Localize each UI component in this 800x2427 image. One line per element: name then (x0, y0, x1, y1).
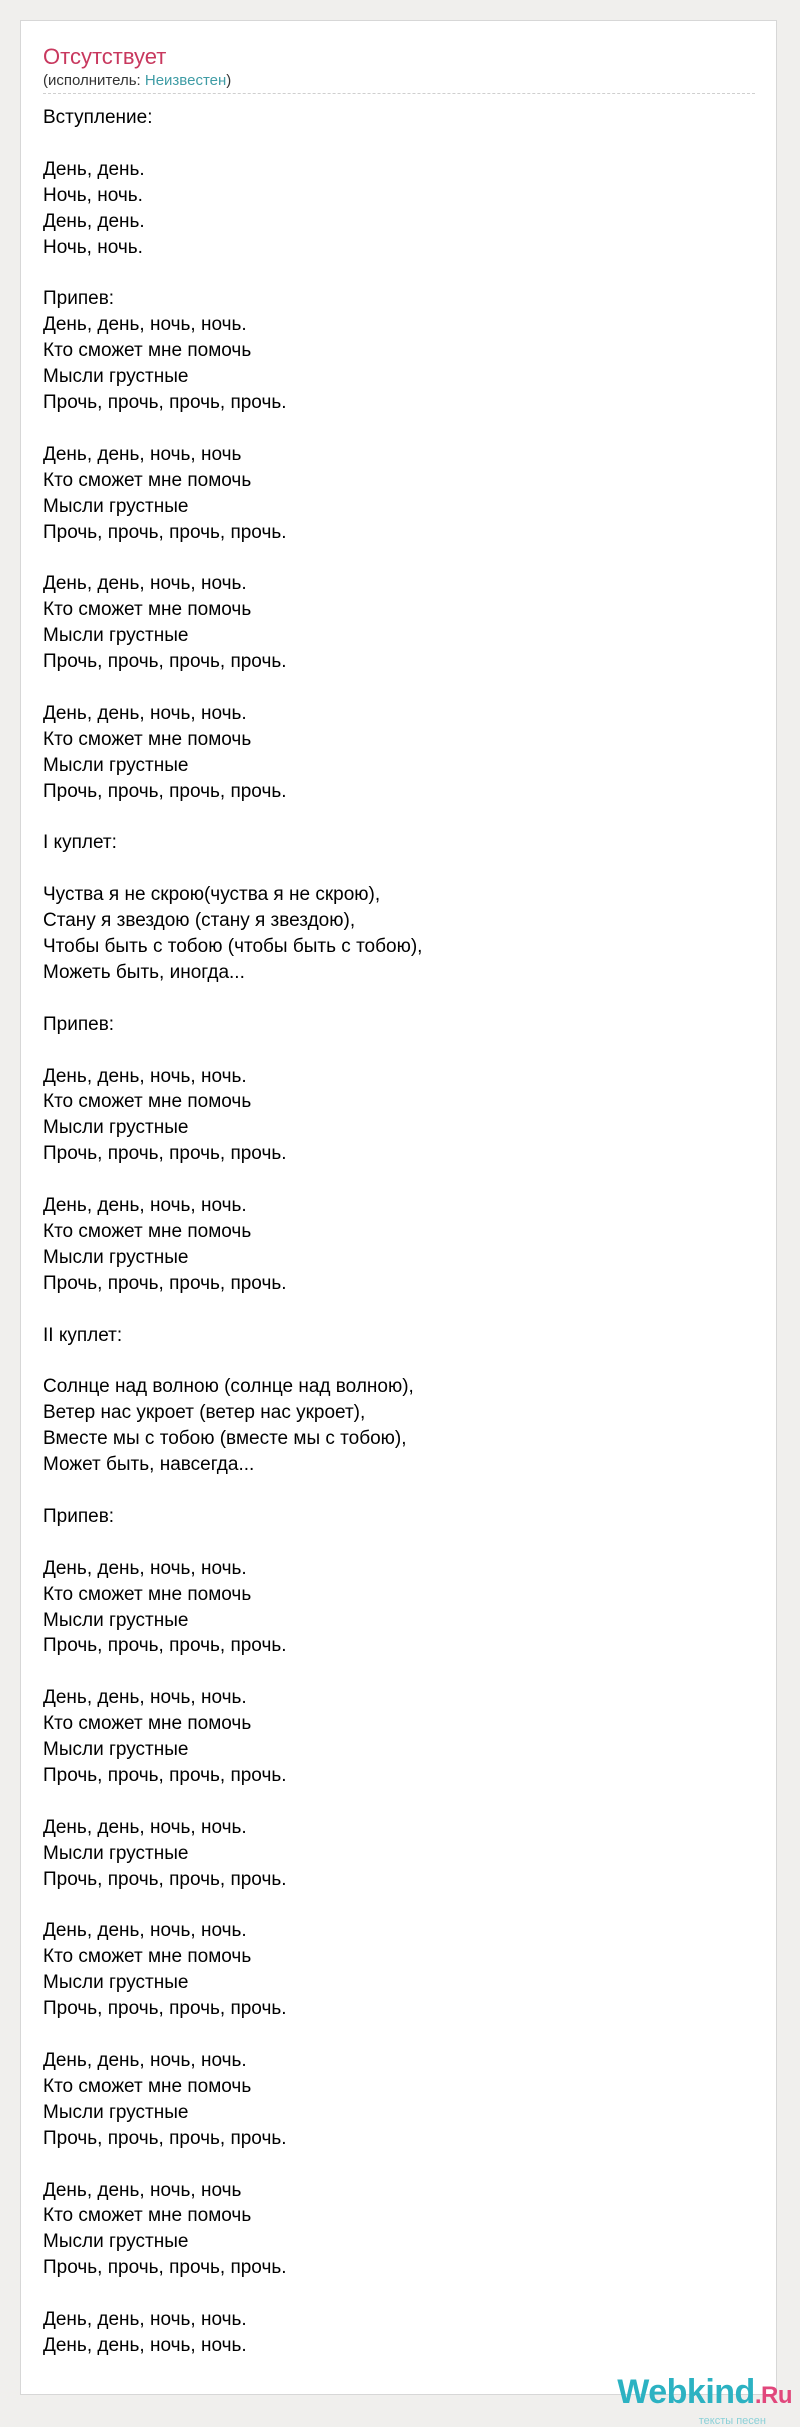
artist-prefix: (исполнитель: (43, 72, 145, 89)
logo-kind: kind (686, 2373, 755, 2411)
logo-wordmark (582, 2373, 792, 2415)
logo-ru: .Ru (754, 2382, 792, 2409)
logo-tagline: тексты песен (698, 2415, 766, 2427)
logo-web: Web (617, 2373, 687, 2411)
title-divider (43, 93, 755, 94)
webkind-logo[interactable] (582, 2373, 792, 2425)
song-title: Отсутствует (43, 44, 167, 69)
artist-suffix: ) (226, 72, 232, 89)
artist-link[interactable]: Неизвестен (144, 72, 227, 89)
lyrics-text: Вступление: День, день. Ночь, ночь. День, день. Ночь, ночь. Припев: День, день, ночь, ночь. Кто сможет мне помочь Мысли грустные Прочь, прочь, прочь, прочь. День, день, ночь, ночь Кто сможет мне помочь Мысли грустные Прочь, прочь, прочь, прочь. День, день, ночь, ночь. Кто сможет мне помочь Мысли грустные Прочь, прочь, прочь, прочь. День, день, ночь, ночь. Кто сможет мне помочь Мысли грустные Прочь, прочь, прочь, прочь. I куплет: Чуства я не скрою(чуства я не скрою), Стану я звездою (стану я звездою), Чтобы быть с тобою (чтобы быть с тобою), Можеть быть, иногда... Припев: День, день, ночь, ночь. Кто сможет мне помочь Мысли грустные Прочь, прочь, прочь, прочь. День, день, ночь, ночь. Кто сможет мне помочь Мысли грустные Прочь, прочь, прочь, прочь. II куплет: Солнце над волною (солнце над волною), Ветер нас укроет (ветер нас укроет), Вместе мы с тобою (вместе мы с тобою), Может быть, навсегда... Припев: День, день, ночь, ночь. Кто сможет мне помочь Мысли грустные Прочь, прочь, прочь, прочь. День, день, ночь, ночь. Кто сможет мне помочь Мысли грустные Прочь, прочь, прочь, прочь. День, день, ночь, ночь. Мысли грустные Прочь, прочь, прочь, прочь. День, день, ночь, ночь. Кто сможет мне помочь Мысли грустные Прочь, прочь, прочь, прочь. День, день, ночь, ночь. Кто сможет мне помочь Мысли грустные Прочь, прочь, прочь, прочь. День, день, ночь, ночь Кто сможет мне помочь Мысли грустные Прочь, прочь, прочь, прочь. День, день, ночь, ночь. День, день, ночь, ночь. (43, 107, 423, 2356)
lyrics-card (20, 20, 792, 2427)
artist-line (43, 71, 231, 91)
